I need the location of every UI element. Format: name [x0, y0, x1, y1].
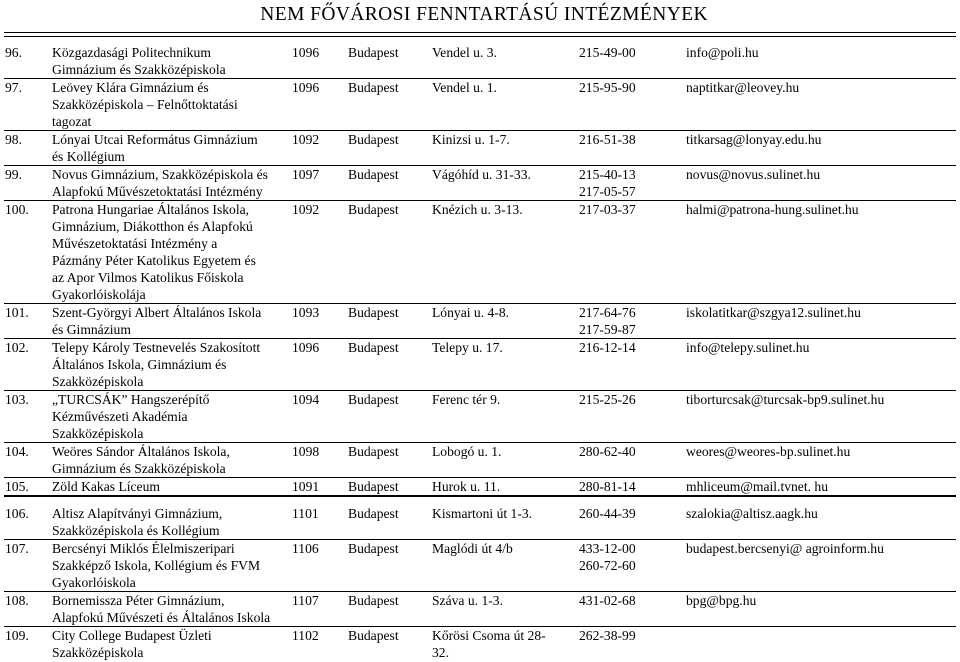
institution-name-line: Szakközépiskola — [52, 374, 144, 389]
postal-code: 1096 — [292, 339, 348, 391]
street-address-line: Telepy u. 17. — [432, 340, 503, 355]
street-address — [432, 627, 579, 662]
institution-name — [52, 201, 292, 304]
institution-name — [52, 131, 292, 166]
institution-name-line: Szent-Györgyi Albert Általános Iskola — [52, 305, 262, 320]
row-number: 96. — [4, 44, 52, 79]
institution-name — [52, 391, 292, 443]
street-address-line: Kőrösi Csoma út 28- — [432, 628, 546, 643]
phone-number — [579, 166, 686, 201]
institution-name-line: Szakközépiskola és Kollégium — [52, 523, 220, 538]
street-address — [432, 79, 579, 131]
institution-name-line: Gimnázium és Szakközépiskola — [52, 461, 226, 476]
postal-code: 1092 — [292, 131, 348, 166]
institution-name-line: Gimnázium, Diákotthon és Alapfokú — [52, 219, 253, 234]
postal-code: 1091 — [292, 478, 348, 496]
institution-name-line: Gyakorlóiskola — [52, 575, 136, 590]
phone-number-line: 216-51-38 — [579, 132, 636, 147]
table-row — [4, 44, 956, 79]
phone-number-line: 215-25-26 — [579, 392, 636, 407]
institutions-table-2 — [4, 505, 956, 661]
postal-code: 1101 — [292, 505, 348, 540]
city: Budapest — [348, 443, 432, 478]
postal-code: 1094 — [292, 391, 348, 443]
city: Budapest — [348, 166, 432, 201]
phone-number — [579, 443, 686, 478]
institution-name-line: Alapfokú Művészetoktatási Intézmény — [52, 184, 263, 199]
email-address — [686, 627, 956, 662]
street-address — [432, 505, 579, 540]
phone-number-line: 217-59-87 — [579, 322, 636, 337]
postal-code: 1096 — [292, 79, 348, 131]
street-address-line: Lónyai u. 4-8. — [432, 305, 510, 320]
table-row — [4, 304, 956, 339]
city: Budapest — [348, 44, 432, 79]
institution-name — [52, 478, 292, 496]
row-number: 108. — [4, 592, 52, 627]
city: Budapest — [348, 131, 432, 166]
institution-name-line: Szakközépiskola — [52, 645, 144, 660]
institution-name — [52, 592, 292, 627]
street-address-line: Kinizsi u. 1-7. — [432, 132, 510, 147]
phone-number — [579, 339, 686, 391]
street-address-line: Kismartoni út 1-3. — [432, 506, 533, 521]
street-address-line: Vendel u. 1. — [432, 80, 497, 95]
street-address-line: Maglódi út 4/b — [432, 541, 513, 556]
table-row — [4, 131, 956, 166]
email-address: novus@novus.sulinet.hu — [686, 166, 956, 201]
institution-name-line: Kézművészeti Akadémia — [52, 409, 188, 424]
institution-name — [52, 339, 292, 391]
city: Budapest — [348, 391, 432, 443]
phone-number — [579, 44, 686, 79]
city: Budapest — [348, 540, 432, 592]
email-address: szalokia@altisz.aagk.hu — [686, 505, 956, 540]
row-number: 100. — [4, 201, 52, 304]
row-number: 99. — [4, 166, 52, 201]
row-number: 104. — [4, 443, 52, 478]
phone-number-line: 216-12-14 — [579, 340, 636, 355]
institution-name-line: Lónyai Utcai Református Gimnázium — [52, 132, 258, 147]
table-row — [4, 505, 956, 540]
postal-code: 1102 — [292, 628, 319, 643]
phone-number-line: 280-62-40 — [579, 444, 636, 459]
email-address: iskolatitkar@szgya12.sulinet.hu — [686, 304, 956, 339]
street-address — [432, 201, 579, 304]
phone-number-line: 433-12-00 — [579, 541, 636, 556]
street-address — [432, 443, 579, 478]
institution-name-line: Gimnázium és Szakközépiskola — [52, 62, 226, 77]
street-address — [432, 592, 579, 627]
institution-name — [52, 443, 292, 478]
city: Budapest — [348, 628, 399, 643]
institution-name-line: Telepy Károly Testnevelés Szakosított — [52, 340, 261, 355]
row-number: 106. — [4, 505, 52, 540]
email-address: naptitkar@leovey.hu — [686, 79, 956, 131]
email-address: budapest.bercsenyi@ agroinform.hu — [686, 540, 956, 592]
institution-name-line: Alapfokú Művészeti és Általános Iskola — [52, 610, 271, 625]
postal-code: 1093 — [292, 304, 348, 339]
institution-name-line: Bornemissza Péter Gimnázium, — [52, 593, 225, 608]
street-address-line: Lobogó u. 1. — [432, 444, 502, 459]
institution-name-line: „TURCSÁK” Hangszerépítő — [52, 392, 210, 407]
phone-number — [579, 131, 686, 166]
city: Budapest — [348, 505, 432, 540]
institution-name-line: Közgazdasági Politechnikum — [52, 45, 211, 60]
phone-number — [579, 79, 686, 131]
phone-number-line: 217-05-57 — [579, 184, 636, 199]
email-address: bpg@bpg.hu — [686, 592, 956, 627]
institution-name-line: és Kollégium — [52, 149, 125, 164]
institution-name — [52, 304, 292, 339]
street-address-line: Knézich u. 3-13. — [432, 202, 523, 217]
phone-number-line: 215-49-00 — [579, 45, 636, 60]
street-address — [432, 391, 579, 443]
email-address: halmi@patrona-hung.sulinet.hu — [686, 201, 956, 304]
phone-number — [579, 201, 686, 304]
institution-name-line: Pázmány Péter Katolikus Egyetem és — [52, 253, 256, 268]
phone-number-line: 431-02-68 — [579, 593, 636, 608]
phone-number — [579, 505, 686, 540]
phone-number-line: 217-03-37 — [579, 202, 636, 217]
postal-code: 1097 — [292, 166, 348, 201]
table-row — [4, 339, 956, 391]
institution-name — [52, 79, 292, 131]
street-address-line: Hurok u. 11. — [432, 479, 501, 494]
postal-code: 1092 — [292, 201, 348, 304]
institution-name-line: City College Budapest Üzleti — [52, 628, 212, 643]
phone-number-line: 217-64-76 — [579, 305, 636, 320]
email-address: mhliceum@mail.tvnet. hu — [686, 478, 956, 496]
header-rule-top — [4, 32, 956, 33]
street-address-line: 32. — [432, 645, 449, 660]
row-number: 97. — [4, 79, 52, 131]
email-address: weores@weores-bp.sulinet.hu — [686, 443, 956, 478]
email-address: info@poli.hu — [686, 44, 956, 79]
institution-name — [52, 166, 292, 201]
institution-name-line: Weöres Sándor Általános Iskola, — [52, 444, 230, 459]
postal-code: 1098 — [292, 443, 348, 478]
institution-name-line: Általános Iskola, Gimnázium és — [52, 357, 227, 372]
city: Budapest — [348, 79, 432, 131]
table-row — [4, 79, 956, 131]
institution-name — [52, 540, 292, 592]
street-address — [432, 478, 579, 496]
city: Budapest — [348, 478, 432, 496]
city: Budapest — [348, 592, 432, 627]
institution-name-line: Szakközépiskola – Felnőttoktatási — [52, 97, 238, 112]
postal-code: 1096 — [292, 44, 348, 79]
phone-number — [579, 391, 686, 443]
street-address — [432, 339, 579, 391]
section-divider — [4, 496, 956, 497]
phone-number-line: 280-81-14 — [579, 479, 636, 494]
city: Budapest — [348, 339, 432, 391]
street-address — [432, 540, 579, 592]
city: Budapest — [348, 304, 432, 339]
street-address — [432, 44, 579, 79]
street-address-line: Ferenc tér 9. — [432, 392, 501, 407]
page-title: NEM FŐVÁROSI FENNTARTÁSÚ INTÉZMÉNYEK — [260, 4, 708, 25]
street-address-line: Száva u. 1-3. — [432, 593, 503, 608]
email-address: info@telepy.sulinet.hu — [686, 339, 956, 391]
institution-name-line: Novus Gimnázium, Szakközépiskola és — [52, 167, 268, 182]
row-number: 103. — [4, 391, 52, 443]
postal-code: 1106 — [292, 540, 348, 592]
institution-name — [52, 627, 292, 662]
table-row — [4, 478, 956, 496]
street-address-line: Vágóhíd u. 31-33. — [432, 167, 531, 182]
phone-number — [579, 627, 686, 662]
street-address — [432, 304, 579, 339]
page-header — [0, 0, 960, 36]
institution-name-line: Altisz Alapítványi Gimnázium, — [52, 506, 223, 521]
phone-number-line: 260-44-39 — [579, 506, 636, 521]
institution-name-line: Leövey Klára Gimnázium és — [52, 80, 209, 95]
email-address: tiborturcsak@turcsak-bp9.sulinet.hu — [686, 391, 956, 443]
table-row — [4, 166, 956, 201]
row-number: 98. — [4, 131, 52, 166]
row-number: 105. — [4, 478, 52, 496]
phone-number — [579, 592, 686, 627]
phone-number — [579, 304, 686, 339]
row-number: 107. — [4, 540, 52, 592]
phone-number-line: 262-38-99 — [579, 628, 636, 643]
street-address — [432, 131, 579, 166]
institutions-table-1 — [4, 44, 956, 496]
table-row — [4, 540, 956, 592]
institution-name-line: Szakközépiskola — [52, 426, 144, 441]
phone-number-line: 215-40-13 — [579, 167, 636, 182]
institution-name-line: Szakképző Iskola, Kollégium és FVM — [52, 558, 261, 573]
row-number: 101. — [4, 304, 52, 339]
institution-name — [52, 505, 292, 540]
table-row — [4, 201, 956, 304]
institution-name-line: Bercsényi Miklós Élelmiszeripari — [52, 541, 235, 556]
institution-name — [52, 44, 292, 79]
street-address-line: Vendel u. 3. — [432, 45, 497, 60]
header-rule-bottom — [4, 36, 956, 37]
institution-name-line: az Apor Vilmos Katolikus Főiskola — [52, 270, 244, 285]
phone-number-line: 215-95-90 — [579, 80, 636, 95]
institution-name-line: Zöld Kakas Líceum — [52, 479, 160, 494]
phone-number — [579, 478, 686, 496]
row-number: 102. — [4, 339, 52, 391]
row-number: 109. — [5, 628, 29, 643]
postal-code: 1107 — [292, 592, 348, 627]
phone-number-line: 260-72-60 — [579, 558, 636, 573]
institution-name-line: Patrona Hungariae Általános Iskola, — [52, 202, 250, 217]
institution-name-line: Gyakorlóiskolája — [52, 287, 146, 302]
institution-name-line: Művészetoktatási Intézmény a — [52, 236, 218, 251]
phone-number — [579, 540, 686, 592]
table-row — [4, 627, 956, 662]
city: Budapest — [348, 201, 432, 304]
institution-name-line: tagozat — [52, 114, 92, 129]
table-row — [4, 443, 956, 478]
street-address — [432, 166, 579, 201]
institution-name-line: és Gimnázium — [52, 322, 131, 337]
email-address: titkarsag@lonyay.edu.hu — [686, 131, 956, 166]
table-row — [4, 592, 956, 627]
table-row — [4, 391, 956, 443]
